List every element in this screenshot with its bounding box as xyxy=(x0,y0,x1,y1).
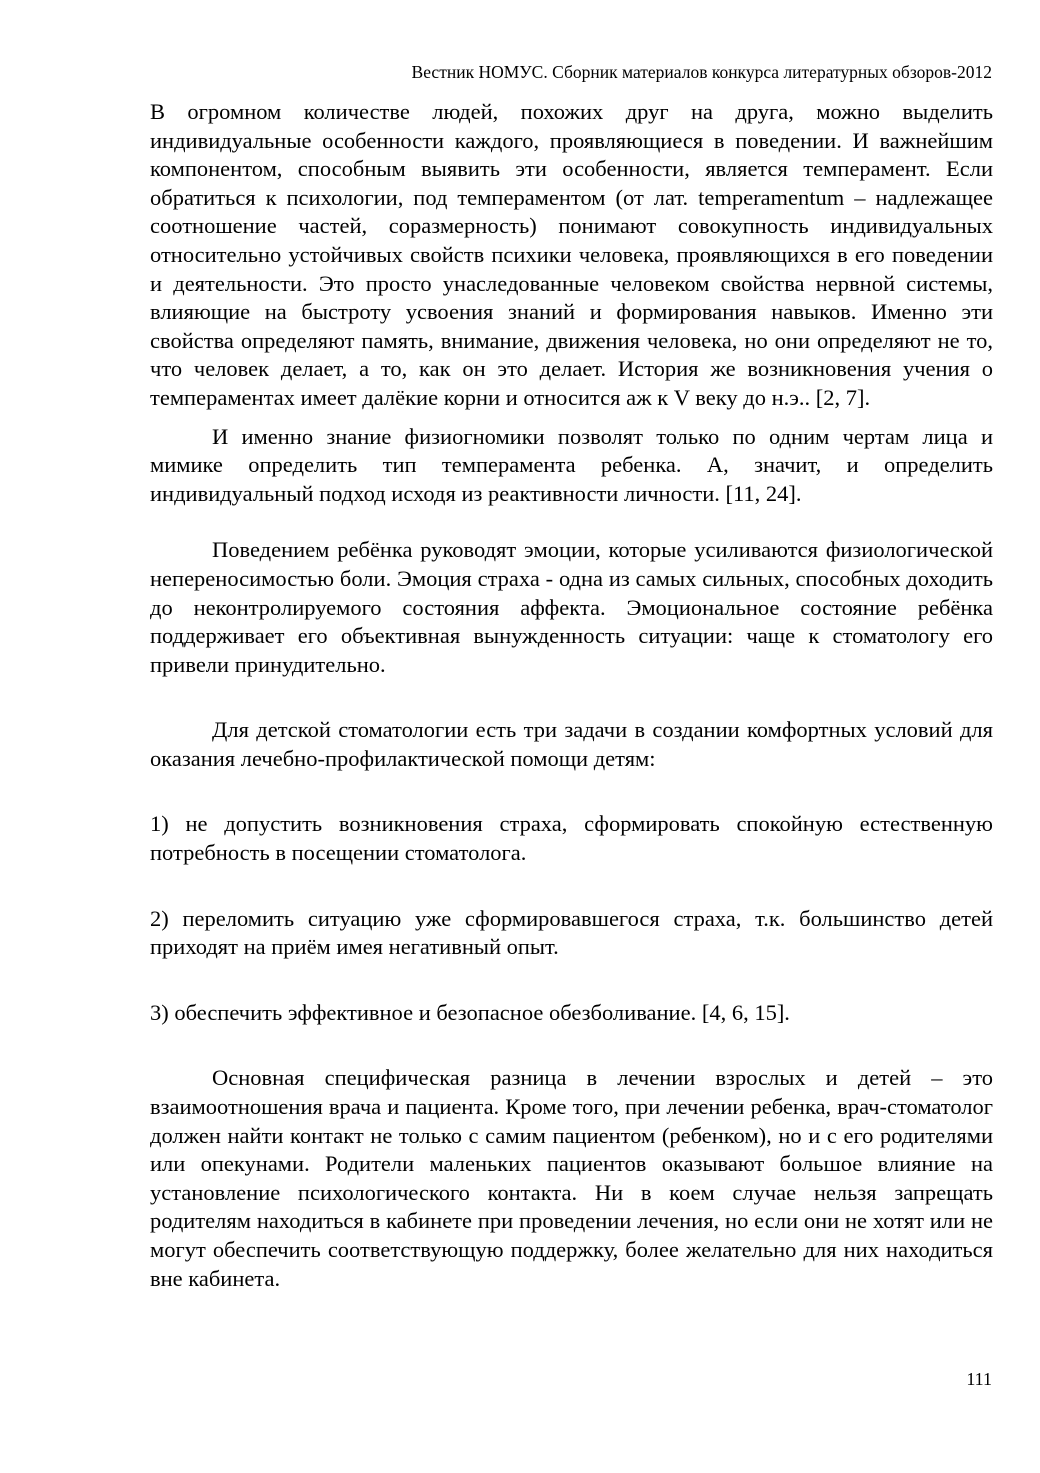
paragraph-dental-tasks-intro: Для детской стоматологии есть три задачи в создании комфортных условий для оказания лечебно-профилактической помощи детям: xyxy=(150,717,993,771)
paragraph-child-behavior: Поведением ребёнка руководят эмоции, которые усиливаются физиологической непереносимостью боли. Эмоция страха - одна из самых сильных, способных доходить до неконтролируемого состояния аффекта. Эмоциональное состояние ребёнка поддерживает его объективная вынужденность ситуации: чаще к стоматологу его привели принудительно. xyxy=(150,537,993,677)
running-header: Вестник НОМУС. Сборник материалов конкурса литературных обзоров-2012 xyxy=(411,62,992,82)
page-number: 111 xyxy=(966,1369,992,1389)
paragraph-temperament: В огромном количестве людей, похожих друг на друга, можно выделить индивидуальные особенности каждого, проявляющиеся в поведении. И важнейшим компонентом, способным выявить эти особенности, является темперамент. Если обратиться к психологии, под темпераментом (от лат. temperamentum – надлежащее соотношение частей, соразмерность) понимают совокупность индивидуальных относительно устойчивых свойств психики человека, проявляющихся в его поведении и деятельности. Это просто унаследованные человеком свойства нервной системы, влияющие на быстроту усвоения знаний и формирования навыков. Именно эти свойства определяют память, внимание, движения человека, но они определяют не то, что человек делает, а то, как он это делает. История же возникновения учения о темпераментах имеет далёкие корни и относится аж к V веку до н.э.. [2, 7]. xyxy=(150,99,993,410)
list-item-task-1: 1) не допустить возникновения страха, сформировать спокойную естественную потребность в посещении стоматолога. xyxy=(150,811,993,866)
list-item-task-3: 3) обеспечить эффективное и безопасное обезболивание. [4, 6, 15]. xyxy=(150,999,790,1025)
page-body xyxy=(150,98,993,1293)
paragraph-physiognomy: И именно знание физиогномики позволят только по одним чертам лица и мимике определить тип темперамента ребенка. А, значит, и определить индивидуальный подход исходя из реактивности личности. [11, 24]. xyxy=(150,423,993,506)
list-item-task-2: 2) переломить ситуацию уже сформировавшегося страха, т.к. большинство детей приходят на приём имея негативный опыт. xyxy=(150,905,993,960)
paragraph-doctor-patient: Основная специфическая разница в лечении взрослых и детей – это взаимоотношения врача и пациента. Кроме того, при лечении ребенка, врач-стоматолог должен найти контакт не только с самим пациентом (ребенком), но и с его родителями или опекунами. Родители маленьких пациентов оказывают большое влияние на установление психологического контакта. Ни в коем случае нельзя запрещать родителям находиться в кабинете при проведении лечения, но если они не хотят или не могут обеспечить соответствующую поддержку, более желательно для них находиться вне кабинета. xyxy=(150,1065,993,1291)
